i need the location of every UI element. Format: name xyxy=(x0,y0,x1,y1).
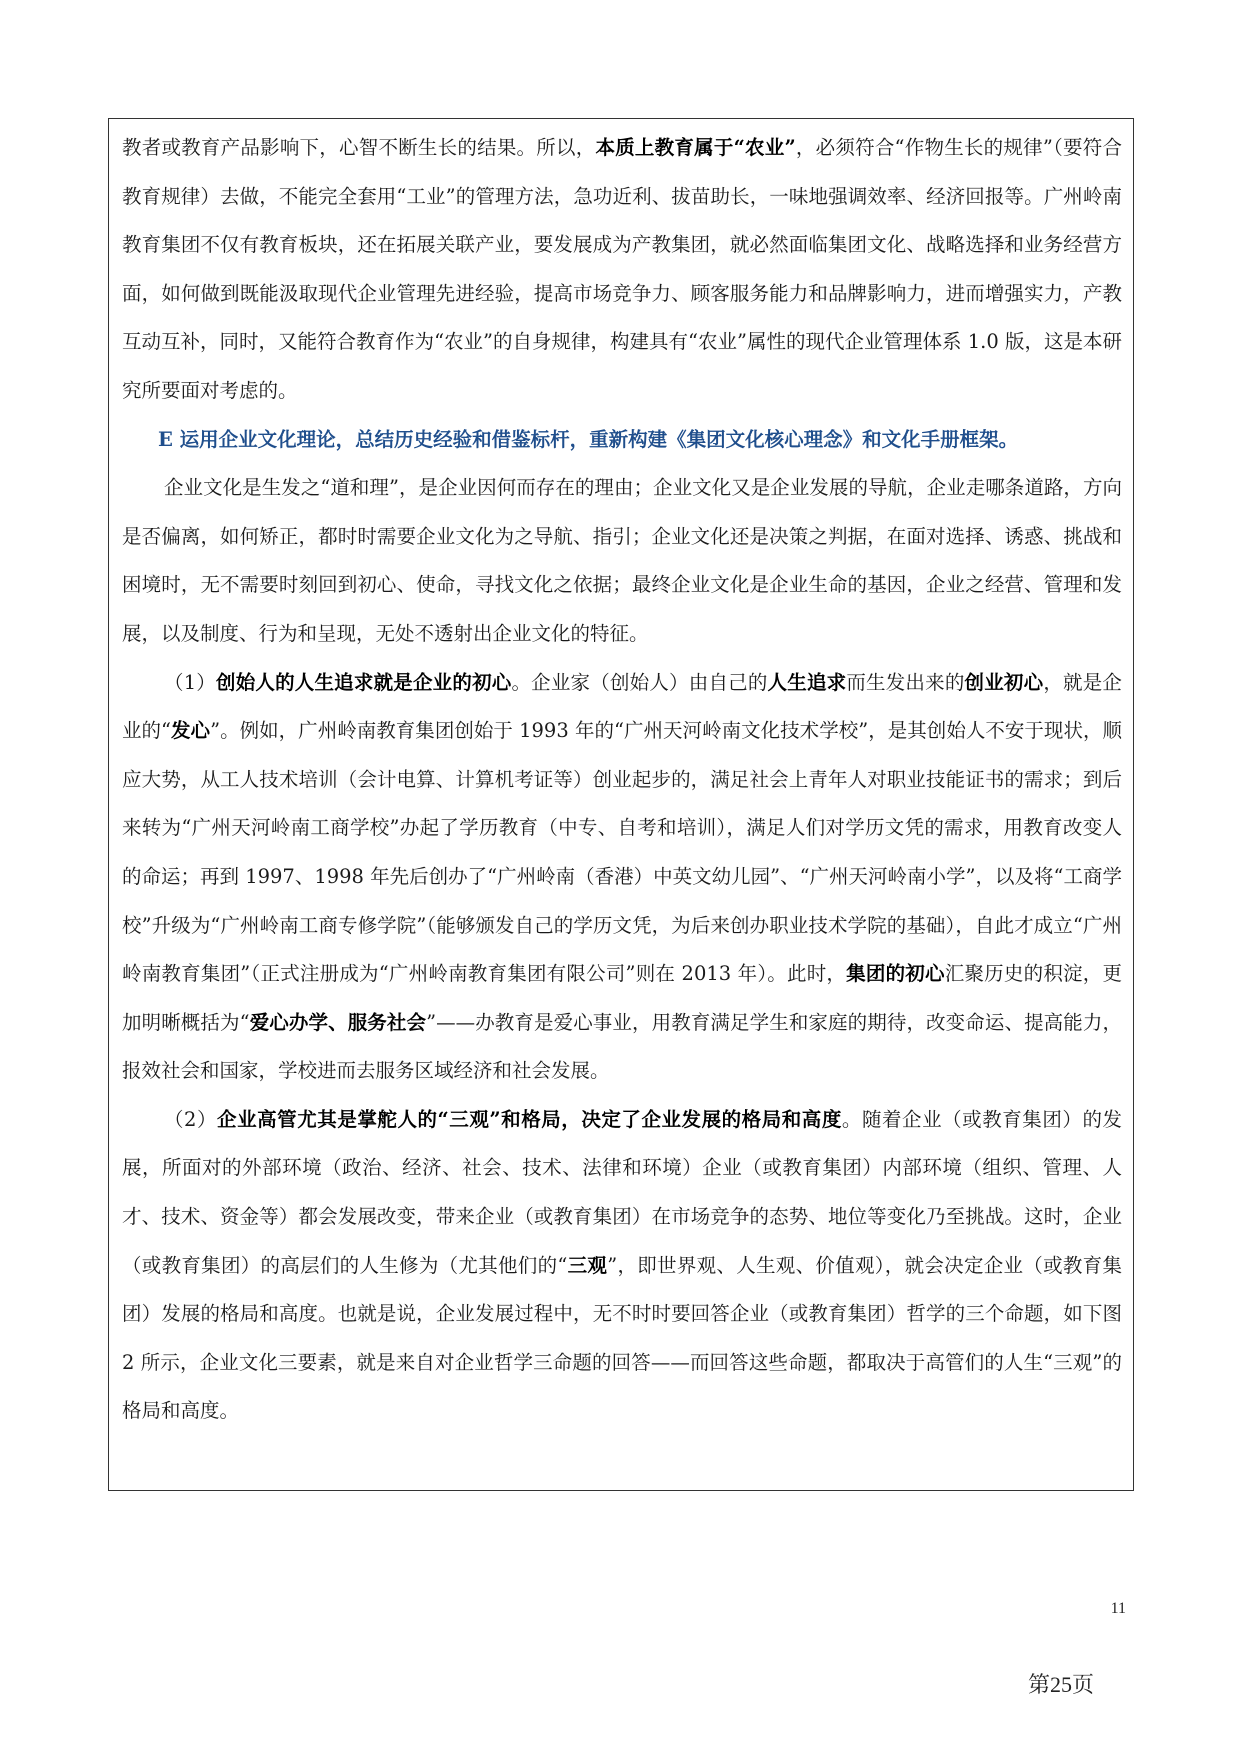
text-run: （1） xyxy=(164,670,216,694)
bold-text: 发心 xyxy=(171,719,211,743)
bold-text: 本质上教育属于“农业” xyxy=(595,136,796,159)
text-run: ”。例如，广州岭南教育集团创始于 1993 年的“广州天河岭南文化技术学校”，是其创始人不安于现状，顺应大势，从工人技术培训（会计电算、计算机考证等）创业起步的，满足社会上青年人对职业技能证书的需求；到后来转为“广州天河岭南工商学校”办起了学历教育（中专、自考和培训），满足人们对学历文凭的需求，用教育改变人的命运；再到 1997、1998 年先后创办了“广州岭南（香港）中英文幼儿园”、“广州天河岭南小学”，以及将“工商学校”升级为“广州岭南工商专修学院”（能够颁发自己的学历文凭，为后来创办职业技术学院的基础），自此才成立“广州岭南教育集团”（正式注册成为“广州岭南教育集团有限公司”则在 2013 年）。此时， xyxy=(122,719,1122,986)
document-body xyxy=(122,124,1122,1436)
text-run: 教者或教育产品影响下，心智不断生长的结果。所以， xyxy=(122,136,596,159)
text-run: ，就是企业的“ xyxy=(122,670,1122,743)
bold-text: 三观 xyxy=(567,1253,608,1277)
paragraph xyxy=(122,659,1122,1096)
bold-text: 企业高管尤其是掌舵人的“三观”和格局，决定了企业发展的格局和高度 xyxy=(217,1107,842,1131)
section-heading-e: E 运用企业文化理论，总结历史经验和借鉴标杆，重新构建《集团文化核心理念》和文化手册框架。 xyxy=(158,427,1019,451)
bold-text: 集团的初心 xyxy=(846,962,945,986)
text-run: 。随着企业（或教育集团）的发展，所面对的外部环境（政治、经济、社会、技术、法律和环境）企业（或教育集团）内部环境（组织、管理、人才、技术、资金等）都会发展改变，带来企业（或教育集团）在市场竞争的态势、地位等变化乃至挑战。这时，企业（或教育集团）的高层们的人生修为（尤其他们的“ xyxy=(122,1107,1122,1277)
text-run: ”——办教育是爱心事业，用教育满足学生和家庭的期待，改变命运、提高能力，报效社会和国家，学校进而去服务区域经济和社会发展。 xyxy=(122,1010,1122,1083)
text-run: 汇聚历史的积淀，更加明晰概括为“ xyxy=(122,962,1122,1034)
bold-text: 人生追求 xyxy=(767,670,847,694)
bold-text: 爱心办学、服务社会 xyxy=(249,1010,427,1034)
paragraphs-bottom xyxy=(122,464,1122,1436)
text-run: 。企业家（创始人）由自己的 xyxy=(511,670,768,694)
text-run: 而生发出来的 xyxy=(846,670,965,694)
text-run: 企业文化是生发之“道和理”，是企业因何而存在的理由；企业文化又是企业发展的导航，企业走哪条道路，方向是否偏离，如何矫正，都时时需要企业文化为之导航、指引；企业文化还是决策之判据，在面对选择、诱惑、挑战和困境时，无不需要时刻回到初心、使命，寻找文化之依据；最终企业文化是企业生命的基因，企业之经营、管理和发展，以及制度、行为和呈现，无处不透射出企业文化的特征。 xyxy=(122,476,1122,645)
paragraph xyxy=(122,124,1122,416)
page-footer-label: 第25页 xyxy=(1027,1672,1094,1697)
paragraph xyxy=(122,1096,1122,1436)
text-run: ”，即世界观、人生观、价值观），就会决定企业（或教育集团）发展的格局和高度。也就是说，企业发展过程中，无不时时要回答企业（或教育集团）哲学的三个命题，如下图 2 所示，企业文化三要素，就是来自对企业哲学三命题的回答——而回答这些命题，都取决于高管们的人生“三观”的格局和高度。 xyxy=(122,1253,1122,1423)
bold-text: 创业初心 xyxy=(964,670,1044,694)
page-number: 11 xyxy=(1110,1600,1126,1617)
text-run: （2） xyxy=(164,1107,218,1131)
paragraphs-top xyxy=(122,124,1122,416)
text-run: ，必须符合“作物生长的规律”（要符合教育规律）去做，不能完全套用“工业”的管理方法，急功近利、拔苗助长，一味地强调效率、经济回报等。广州岭南教育集团不仅有教育板块，还在拓展关联产业，要发展成为产教集团，就必然面临集团文化、战略选择和业务经营方面，如何做到既能汲取现代企业管理先进经验，提高市场竞争力、顾客服务能力和品牌影响力，进而增强实力，产教互动互补，同时，又能符合教育作为“农业”的自身规律，构建具有“农业”属性的现代企业管理体系 1.0 版，这是本研究所要面对考虑的。 xyxy=(122,136,1122,402)
bold-text: 创始人的人生追求就是企业的初心 xyxy=(216,670,512,694)
paragraph xyxy=(122,464,1122,658)
